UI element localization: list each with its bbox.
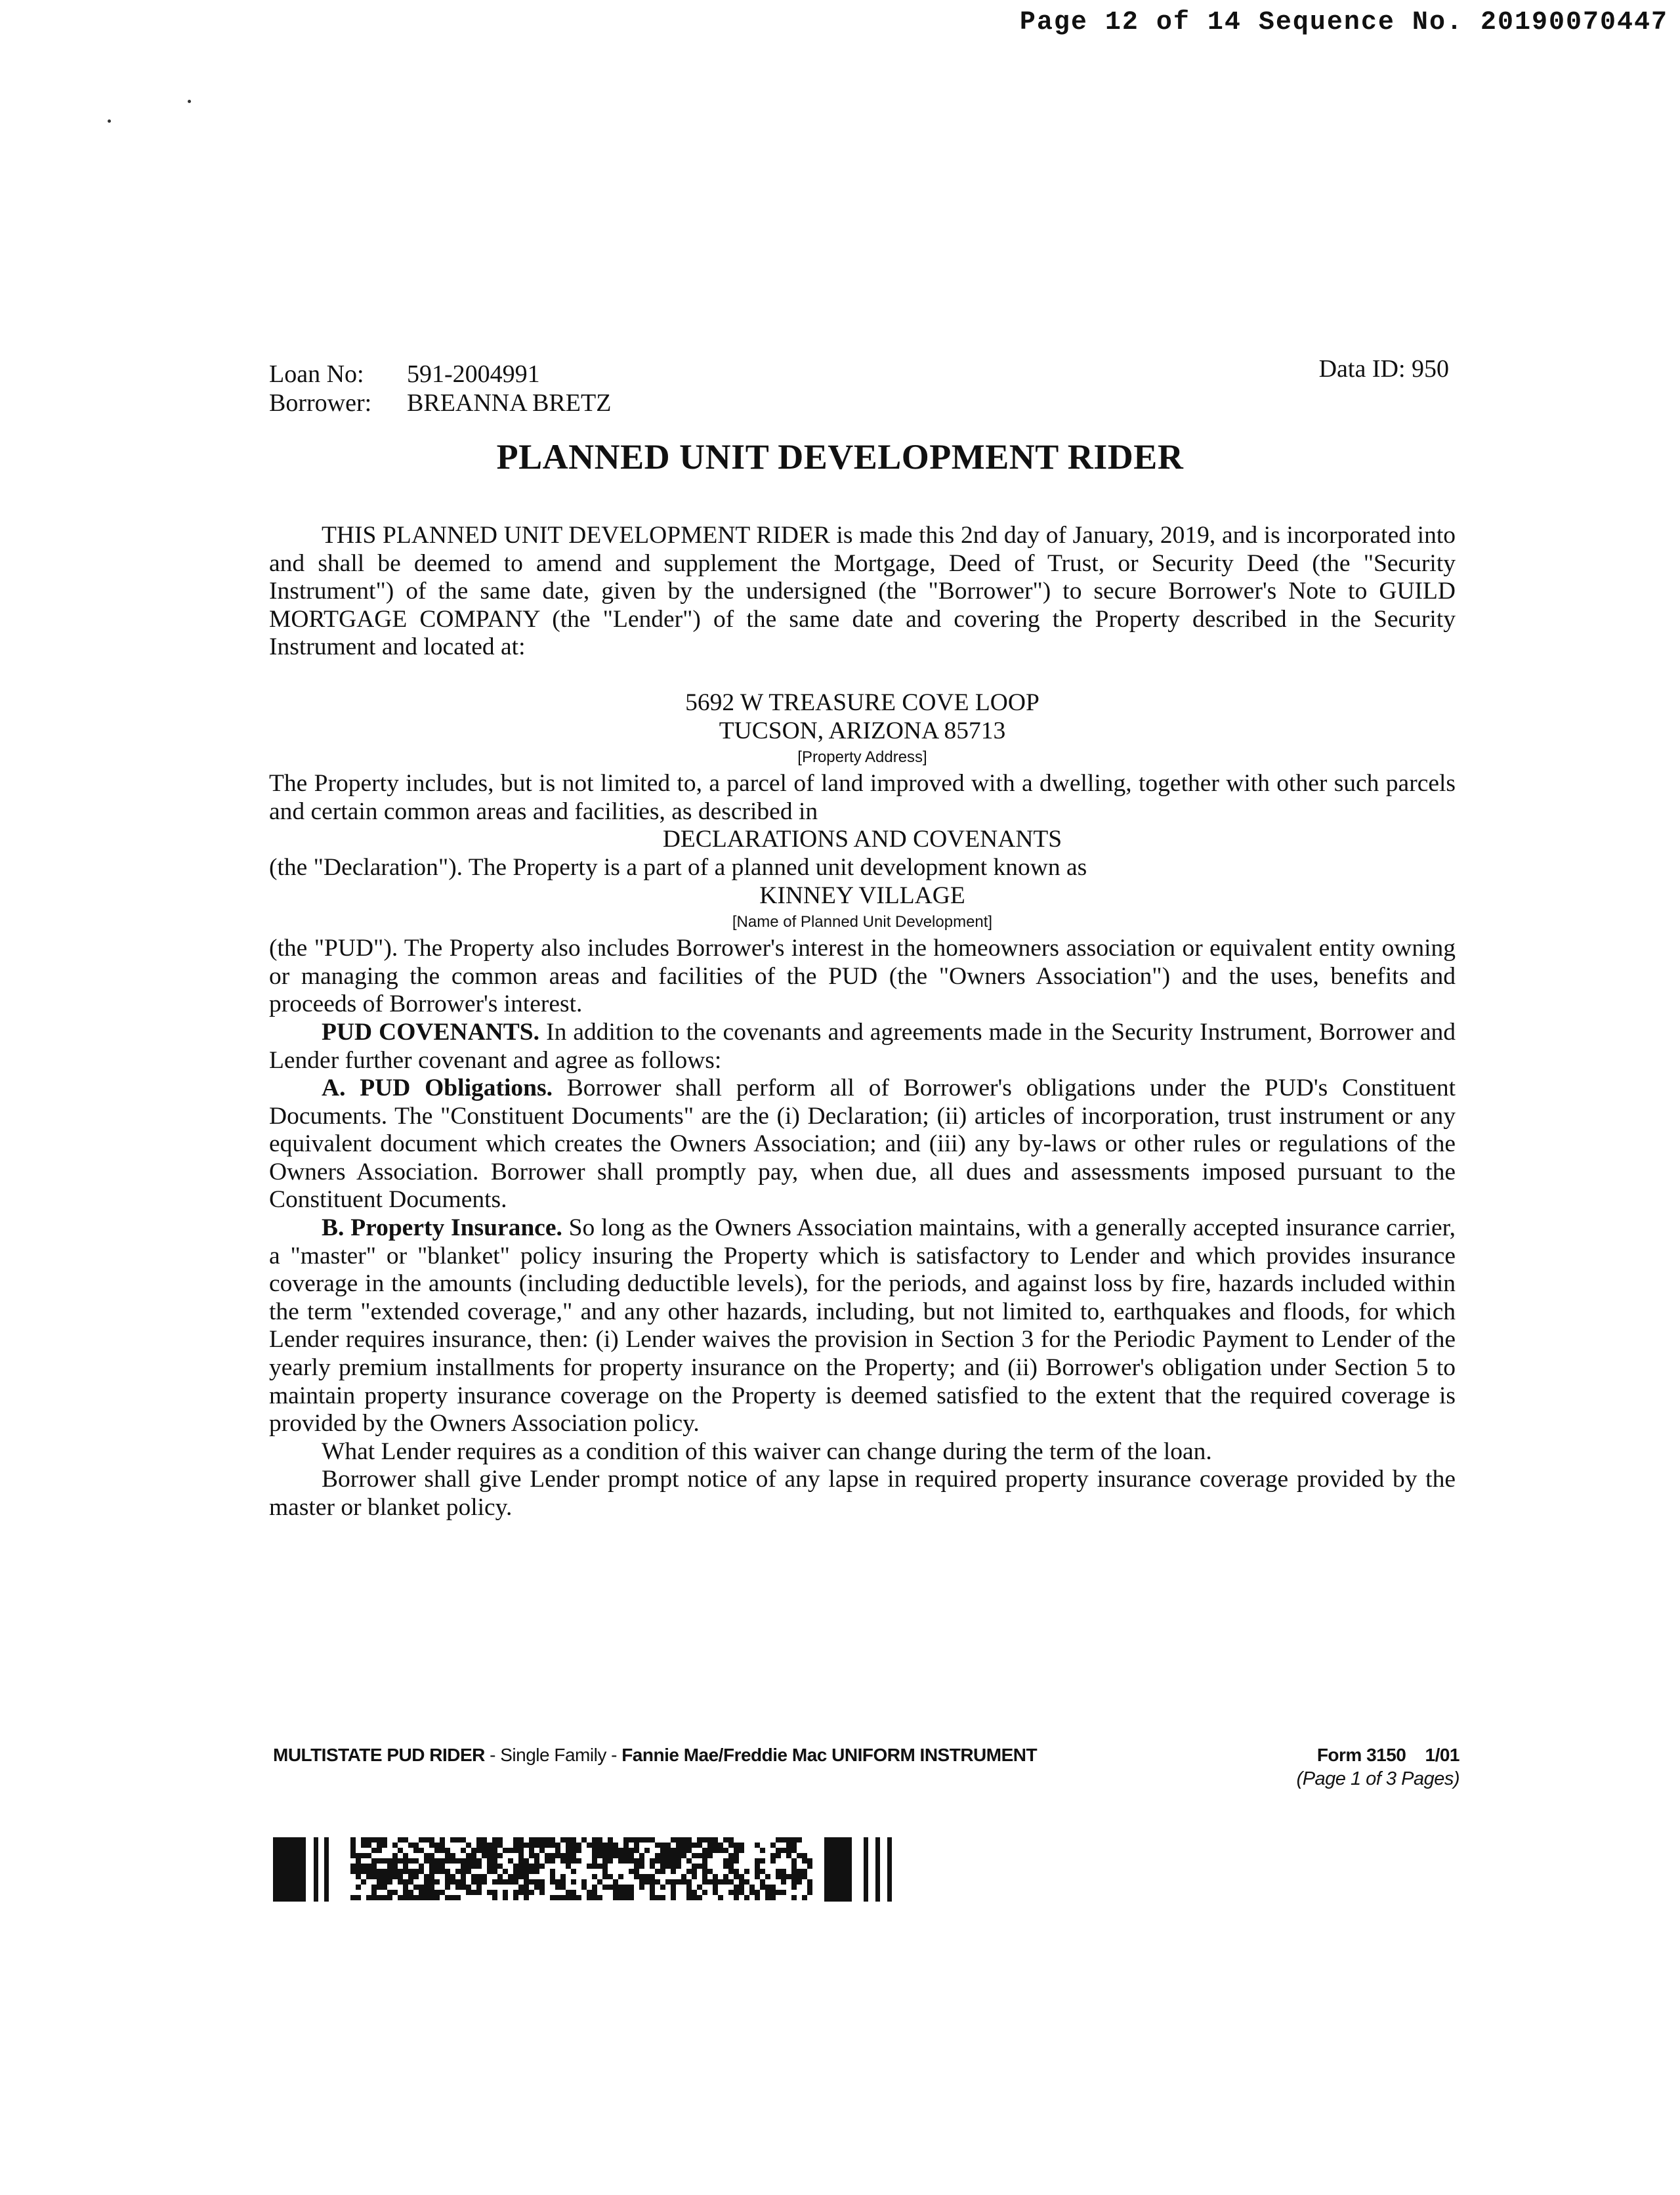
section-b-text: So long as the Owners Association maintains, with a generally accepted insurance carrier, a "master" or "blanket" policy insuring the Property which is satisfactory to Lender and which provides insurance coverage in the amounts (including deductible levels), for the periods, and against loss by fire, hazards included within the term "extended coverage," and any other hazards, including, but not limited to, earthquakes and floods, for which Lender requires insurance, then: (i) Lender waives the provision in Section 3 for the Periodic Payment to Lender of the yearly premium installments for property insurance on the Property; and (ii) Borrower's obligation under Section 5 to maintain property insurance coverage on the Property is deemed satisfied to the extent that the required coverage is provided by the Owners Association policy. (269, 1214, 1456, 1438)
section-a-paragraph (269, 1075, 1456, 1214)
form-footer (273, 1745, 1460, 1789)
covenants-heading: PUD COVENANTS. (322, 1018, 539, 1046)
document-title: PLANNED UNIT DEVELOPMENT RIDER (496, 437, 1184, 477)
pud-name: KINNEY VILLAGE (759, 882, 965, 909)
pud-name-caption: [Name of Planned Unit Development] (732, 913, 993, 931)
notice-paragraph: Borrower shall give Lender prompt notice of any lapse in required property insurance coverage provided by the master or blanket policy. (269, 1466, 1456, 1521)
page-sequence-stamp: Page 12 of 14 Sequence No. 20190070447 (1019, 8, 1668, 37)
intro-paragraph: THIS PLANNED UNIT DEVELOPMENT RIDER is made this 2nd day of January, 2019, and is incorporated into and shall be deemed to amend and supplement the Mortgage, Deed of Trust, or Security Deed (the "Security Instrument") of the same date, given by the undersigned (the "Borrower") to secure Borrower's Note to GUILD MORTGAGE COMPANY (the "Lender") of the same date and covering the Property described in the Security Instrument and located at: (269, 522, 1456, 661)
property-includes-paragraph: The Property includes, but is not limited to, a parcel of land improved with a dwelling, together with other such parcels and certain common areas and facilities, as described in (269, 770, 1456, 825)
loan-label: Loan No: (269, 360, 364, 388)
footer-form-title (273, 1745, 1460, 1766)
declaration-name: DECLARATIONS AND COVENANTS (662, 826, 1062, 853)
document-body (269, 522, 1456, 1522)
borrower-name: BREANNA BRETZ (407, 389, 612, 417)
scan-speck (188, 100, 191, 103)
loan-number: 591-2004991 (407, 360, 540, 388)
pud-paragraph: (the "PUD"). The Property also includes Borrower's interest in the homeowners association or equivalent entity owning or managing the common areas and facilities of the PUD (the "Owners Association") and the uses, benefits and proceeds of Borrower's interest. (269, 935, 1456, 1018)
data-id: Data ID: 950 (1318, 355, 1449, 383)
scan-speck (108, 119, 111, 123)
loan-number-row (269, 360, 611, 389)
section-b-paragraph (269, 1214, 1456, 1438)
property-address-line1: 5692 W TREASURE COVE LOOP (685, 689, 1040, 716)
borrower-row (269, 389, 611, 417)
footer-title-thin: - Single Family - (484, 1745, 622, 1765)
section-b-heading: B. Property Insurance. (322, 1214, 562, 1242)
property-address-line2: TUCSON, ARIZONA 85713 (719, 717, 1006, 744)
loan-info (269, 360, 611, 417)
footer-form-number (1297, 1745, 1460, 1790)
waiver-paragraph: What Lender requires as a condition of this waiver can change during the term of the loan. (322, 1438, 1212, 1465)
covenants-paragraph (269, 1019, 1456, 1075)
property-address-caption: [Property Address] (797, 748, 927, 767)
form-number: Form 3150 1/01 (1316, 1745, 1460, 1765)
borrower-label: Borrower: (269, 389, 372, 417)
page-count: (Page 1 of 3 Pages) (1296, 1768, 1460, 1789)
declaration-paragraph: (the "Declaration"). The Property is a part of a planned unit development known as (269, 853, 1087, 881)
section-a-heading: A. PUD Obligations. (322, 1075, 553, 1102)
footer-title-instrument: Fannie Mae/Freddie Mac UNIFORM INSTRUMENT (621, 1745, 1038, 1765)
section-a-text: Borrower shall perform all of Borrower's obligations under the PUD's Constituent Documents. The "Constituent Documents" are the (i) Declaration; (ii) articles of incorporation, trust instrument or any equivalent document which creates the Owners Association; and (iii) any by-laws or other rules or regulations of the Owners Association. Borrower shall promptly pay, when due, all dues and assessments imposed pursuant to the Constituent Documents. (269, 1075, 1456, 1214)
barcode-image (273, 1835, 902, 1904)
footer-title-bold: MULTISTATE PUD RIDER (273, 1745, 485, 1765)
covenants-text: In addition to the covenants and agreements made in the Security Instrument, Borrower and Lender further covenant and agree as follows: (269, 1018, 1456, 1074)
